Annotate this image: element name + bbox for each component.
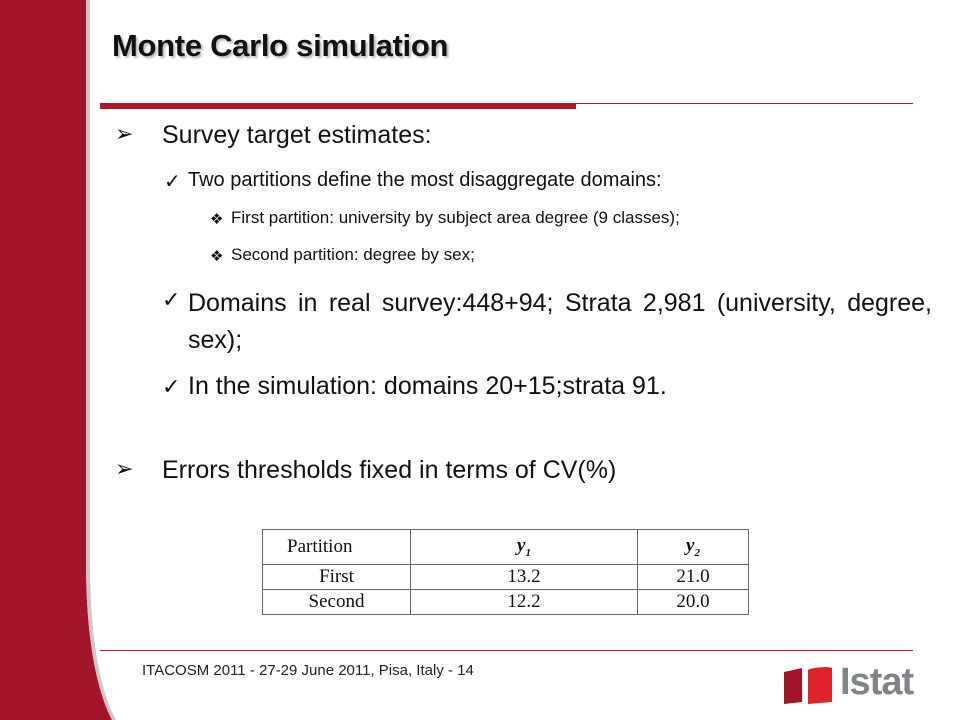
table-cell: 13.2 [411, 565, 638, 590]
bullet-text: Survey target estimates: [162, 121, 432, 149]
bullet-text: In the simulation: domains 20+15;strata 91. [188, 372, 667, 400]
header-y: y [517, 535, 526, 557]
diamond-bullet-icon: ❖ [210, 248, 224, 265]
diamond-bullet-icon: ❖ [210, 211, 224, 228]
table-cell: 21.0 [638, 565, 749, 590]
header-subscript: 2 [694, 546, 700, 559]
check-bullet-icon: ✓ [162, 374, 181, 399]
table-row [263, 590, 749, 615]
table-header-row [263, 530, 749, 565]
istat-logo [782, 661, 922, 706]
arrow-bullet-icon: ➢ [115, 456, 134, 481]
bullet-text: Domains in real survey:448+94; Strata 2,981 (university, degree, sex); [188, 289, 932, 354]
table-row [263, 565, 749, 590]
bullet-domains-real-survey [162, 285, 932, 359]
istat-logo-icon [782, 666, 838, 706]
table-cell: 12.2 [411, 590, 638, 615]
bullet-text: Second partition: degree by sex; [231, 245, 475, 264]
header-subscript: 1 [525, 546, 531, 559]
table-cell: First [263, 565, 411, 590]
header-y: y [686, 535, 695, 557]
arrow-bullet-icon: ➢ [115, 121, 134, 146]
check-bullet-icon: ✓ [162, 287, 181, 312]
table-header-cell [411, 530, 638, 565]
bullet-text: Errors thresholds fixed in terms of CV(%) [162, 456, 617, 484]
table-cell: Second [263, 590, 411, 615]
header-partition: Partition [287, 536, 353, 557]
table-header-cell [638, 530, 749, 565]
bullet-text: Two partitions define the most disaggregate domains: [188, 169, 662, 191]
cv-thresholds-table [262, 529, 749, 615]
table-header-cell [263, 530, 411, 565]
logo-wordmark: Istat [840, 661, 914, 703]
slide-title: Monte Carlo simulation [112, 28, 449, 63]
table-cell: 20.0 [638, 590, 749, 615]
check-bullet-icon: ✓ [164, 171, 181, 193]
footer-rule [100, 650, 913, 651]
footer-text: ITACOSM 2011 - 27-29 June 2011, Pisa, Italy - 14 [142, 662, 474, 679]
bullet-text: First partition: university by subject area degree (9 classes); [231, 208, 680, 227]
title-underline-thick [100, 103, 576, 109]
title-underline-thin [576, 103, 913, 104]
